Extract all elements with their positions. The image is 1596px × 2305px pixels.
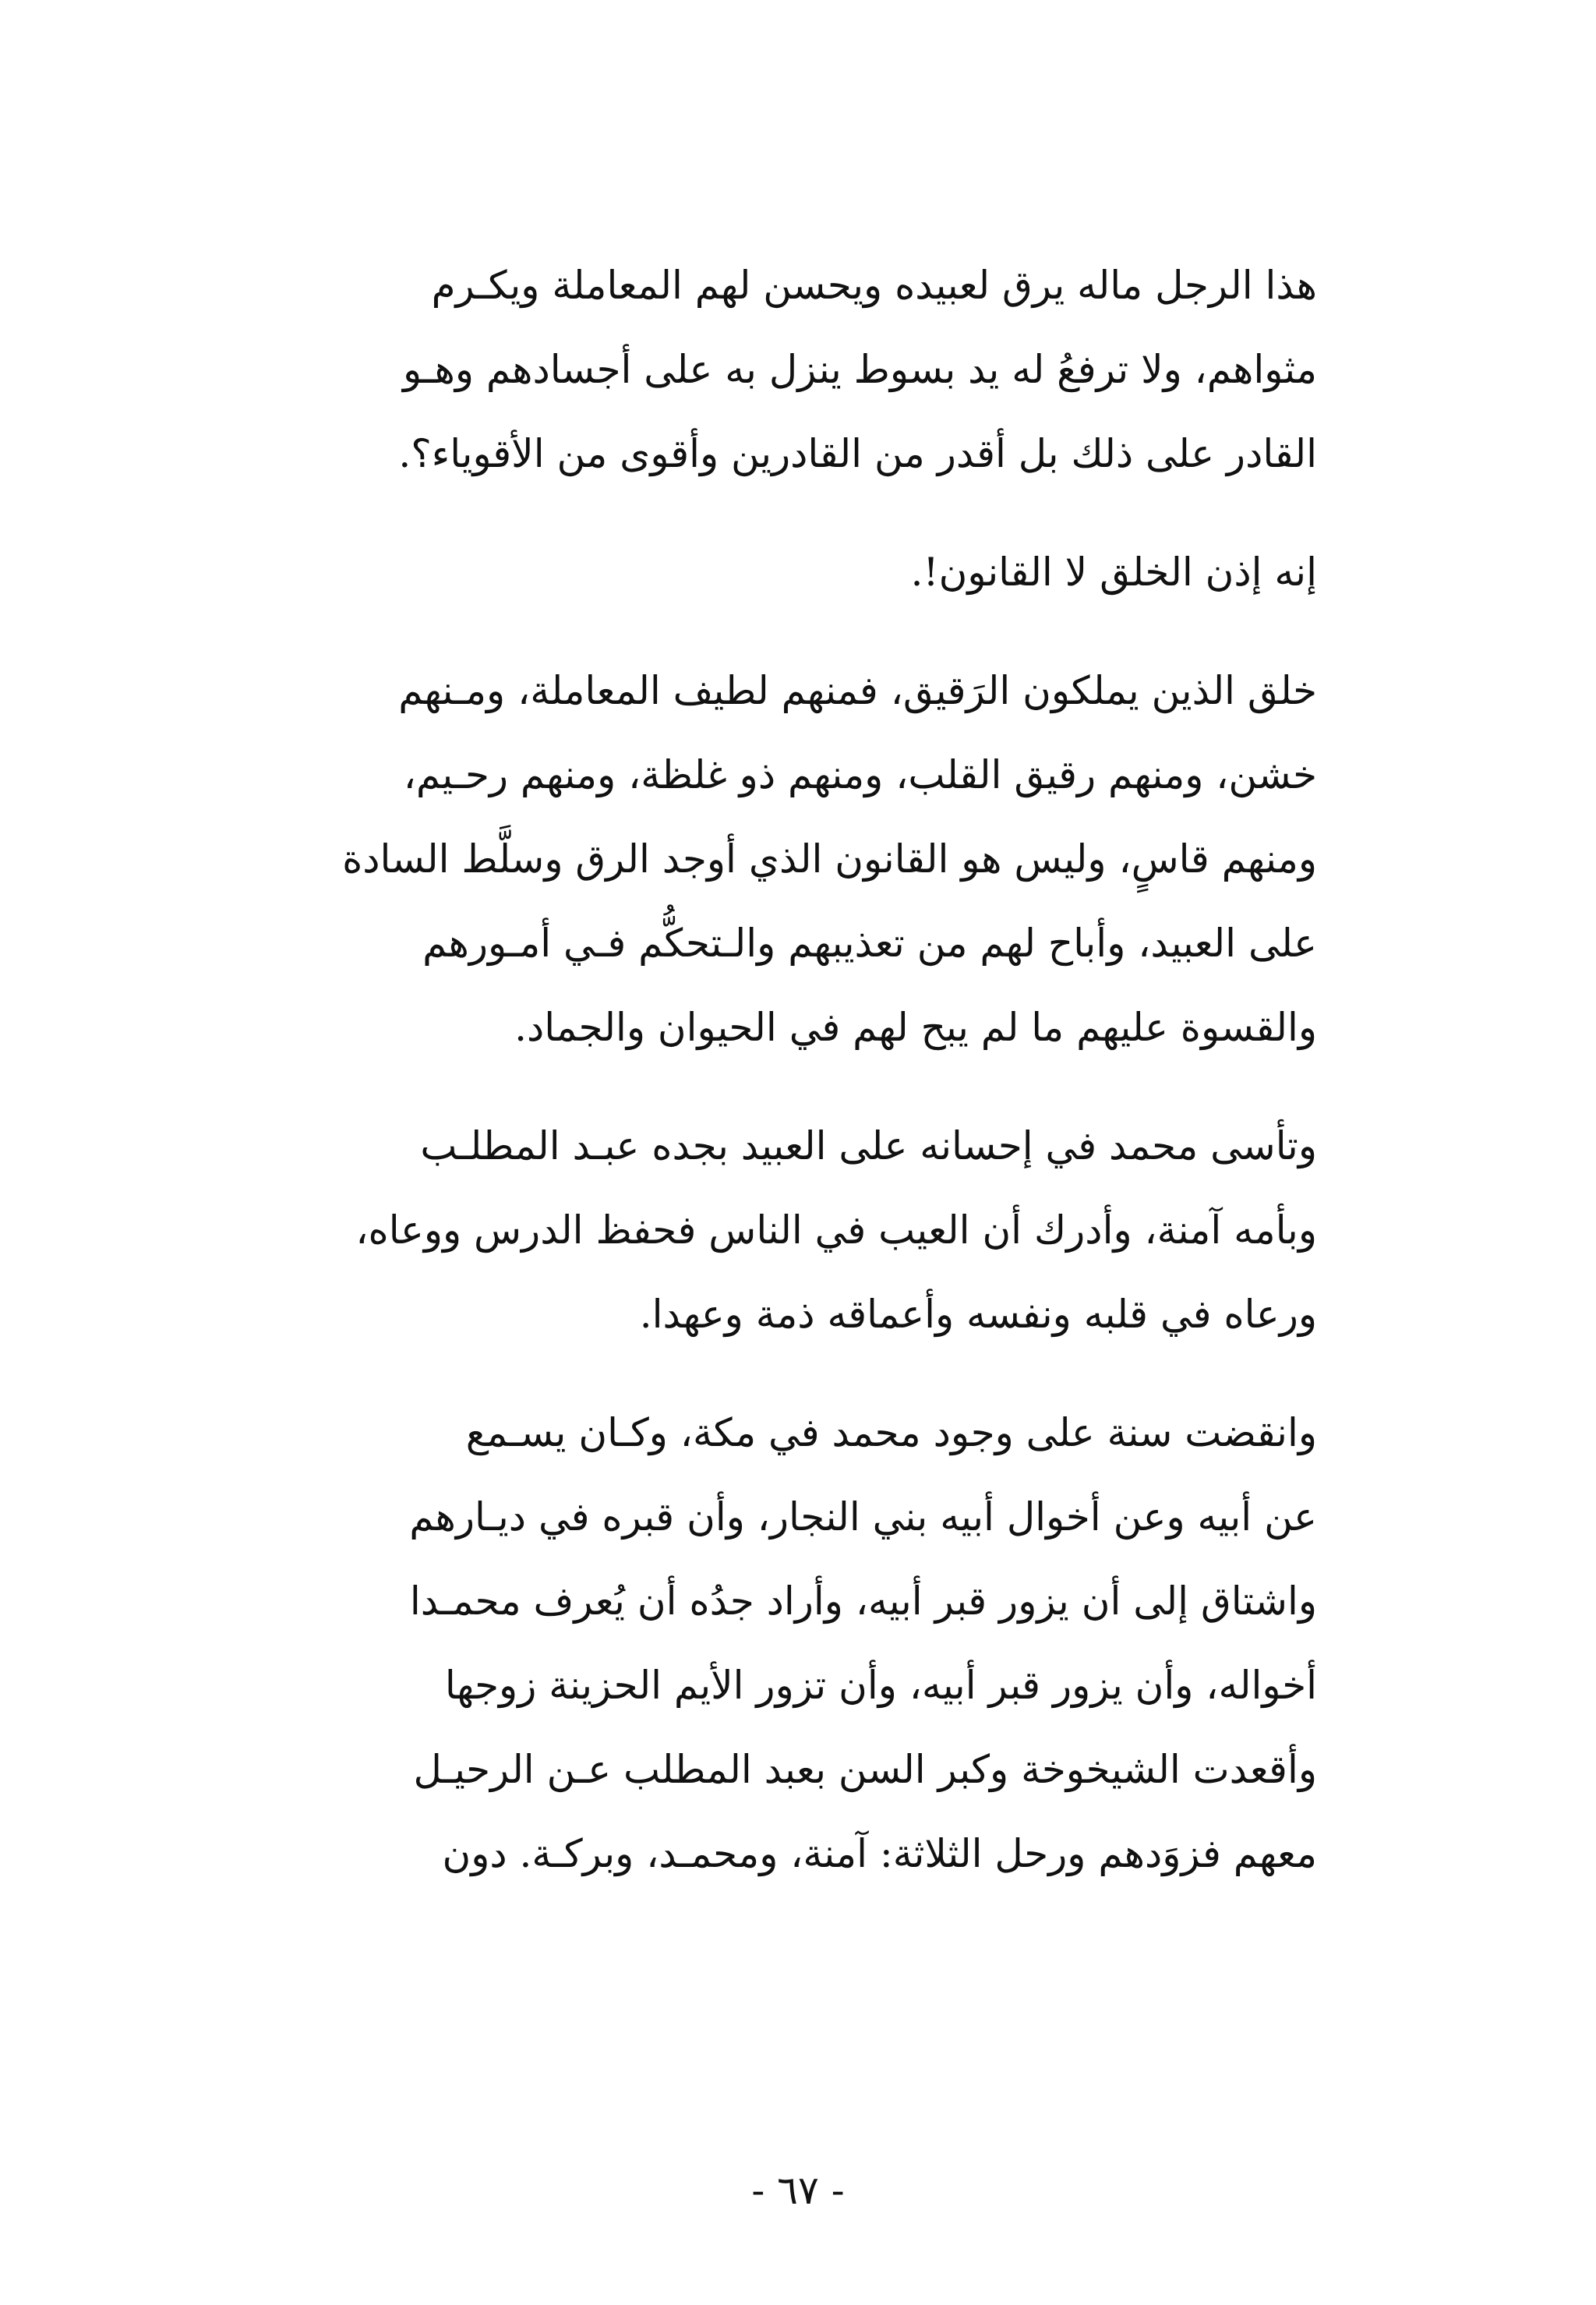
text-line: وبأمه آمنة، وأدرك أن العيب في الناس فحفظ الدرس ووعاه، — [355, 1207, 1317, 1253]
text-line: ومنهم قاسٍ، وليس هو القانون الذي أوجد الرق وسلَّط السادة — [342, 836, 1317, 882]
paragraph-3 — [234, 649, 1372, 1069]
text-line: أخواله، وأن يزور قبر أبيه، وأن تزور الأيم الحزينة زوجها — [444, 1663, 1317, 1708]
text-line: والقسوة عليهم ما لم يبح لهم في الحيوان والجماد. — [514, 1005, 1317, 1050]
paragraph-2 — [234, 530, 1372, 614]
text-line: هذا الرجل ماله يرق لعبيده ويحسن لهم المعاملة ويكـرم — [431, 263, 1317, 308]
text-line: وأقعدت الشيخوخة وكبر السن بعبد المطلب عـن الرحيـل — [413, 1747, 1317, 1792]
text-line: وتأسى محمد في إحسانه على العبيد بجده عبـد المطلـب — [420, 1123, 1317, 1168]
paragraph-1 — [234, 243, 1372, 496]
text-line: على العبيد، وأباح لهم من تعذيبهم والـتحكُّم فـي أمـورهم — [422, 921, 1317, 966]
page-number: - ٦٧ - — [751, 2168, 845, 2213]
text-line: ورعاه في قلبه ونفسه وأعماقه ذمة وعهدا. — [639, 1292, 1317, 1337]
text-line: واشتاق إلى أن يزور قبر أبيه، وأراد جدُه أن يُعرف محمـدا — [409, 1579, 1317, 1624]
text-line: مثواهم، ولا ترفعُ له يد بسوط ينزل به على أجسادهم وهـو — [402, 347, 1317, 392]
paragraph-4 — [234, 1104, 1372, 1356]
text-line: إنه إذن الخلق لا القانون!. — [910, 550, 1317, 595]
text-line: خشن، ومنهم رقيق القلب، ومنهم ذو غلظة، ومنهم رحـيم، — [403, 752, 1317, 797]
text-line: معهم فزوَدهم ورحل الثلاثة: آمنة، ومحمـد، وبركـة. دون — [442, 1831, 1317, 1876]
text-line: عن أبيه وعن أخوال أبيه بني النجار، وأن قبره في ديـارهم — [409, 1494, 1317, 1540]
body-text — [234, 243, 1372, 1930]
text-line: خلق الذين يملكون الرَقيق، فمنهم لطيف المعاملة، ومـنهم — [398, 668, 1317, 713]
paragraph-5 — [234, 1391, 1372, 1896]
text-line: القادر على ذلك بل أقدر من القادرين وأقوى من الأقوياء؟. — [398, 431, 1317, 476]
text-line: وانقضت سنة على وجود محمد في مكة، وكـان يسـمع — [465, 1410, 1317, 1455]
